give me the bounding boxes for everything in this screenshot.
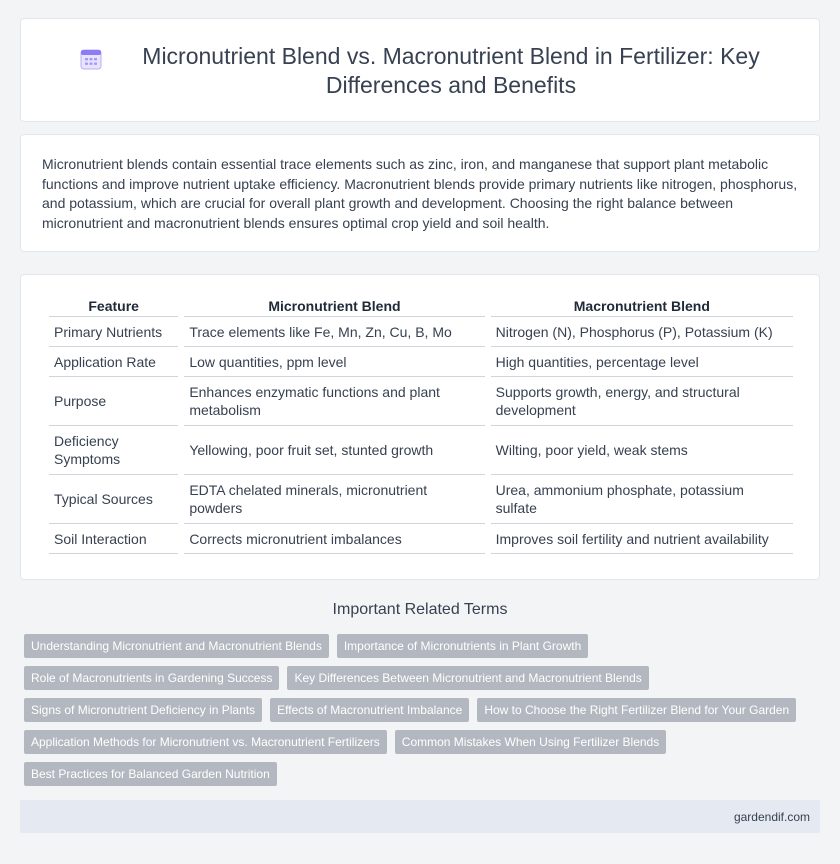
table-cell: Purpose — [49, 377, 178, 426]
table-cell: Primary Nutrients — [49, 317, 178, 347]
footer-site-link[interactable]: gardendif.com — [733, 809, 810, 824]
related-term-tag[interactable]: Role of Macronutrients in Gardening Success — [24, 666, 279, 690]
related-term-tag[interactable]: How to Choose the Right Fertilizer Blend for Your Garden — [477, 698, 796, 722]
table-cell: Yellowing, poor fruit set, stunted growth — [184, 426, 484, 475]
table-header-row — [49, 295, 793, 317]
table-row — [49, 524, 793, 554]
table-row — [49, 317, 793, 347]
table-cell: Enhances enzymatic functions and plant metabolism — [184, 377, 484, 426]
table-cell: Low quantities, ppm level — [184, 347, 484, 377]
related-term-tag[interactable]: Application Methods for Micronutrient vs. Macronutrient Fertilizers — [24, 730, 387, 754]
header-card — [20, 18, 820, 122]
footer — [20, 800, 820, 833]
page-title: Micronutrient Blend vs. Macronutrient Blend in Fertilizer: Key Differences and Benefits — [142, 43, 760, 98]
table-cell: Typical Sources — [49, 475, 178, 524]
related-term-tag[interactable]: Effects of Macronutrient Imbalance — [270, 698, 469, 722]
table-cell: Nitrogen (N), Phosphorus (P), Potassium (K) — [491, 317, 793, 347]
table-cell: Supports growth, energy, and structural development — [491, 377, 793, 426]
column-header-micronutrient: Micronutrient Blend — [184, 295, 484, 317]
table-row — [49, 347, 793, 377]
table-cell: Corrects micronutrient imbalances — [184, 524, 484, 554]
related-term-tag[interactable]: Best Practices for Balanced Garden Nutrition — [24, 762, 277, 786]
column-header-macronutrient: Macronutrient Blend — [491, 295, 793, 317]
table-cell: Improves soil fertility and nutrient availability — [491, 524, 793, 554]
column-header-feature: Feature — [49, 295, 178, 317]
table-row — [49, 426, 793, 475]
related-term-tag[interactable]: Understanding Micronutrient and Macronutrient Blends — [24, 634, 329, 658]
table-cell: EDTA chelated minerals, micronutrient powders — [184, 475, 484, 524]
related-terms-list — [24, 634, 820, 786]
related-term-tag[interactable]: Signs of Micronutrient Deficiency in Plants — [24, 698, 262, 722]
related-term-tag[interactable]: Importance of Micronutrients in Plant Growth — [337, 634, 588, 658]
table-cell: Deficiency Symptoms — [49, 426, 178, 475]
comparison-table — [43, 295, 799, 554]
comparison-card — [20, 274, 820, 580]
intro-paragraph: Micronutrient blends contain essential trace elements such as zinc, iron, and manganese that support plant metabolic functions and improve nutrient uptake efficiency. Macronutrient blends provide primary nutrients like nitrogen, phosphorus, and potassium, which are crucial for overall plant growth and development. Choosing the right balance between micronutrient and macronutrient blends ensures optimal crop yield and soil health. — [42, 156, 798, 231]
table-cell: Wilting, poor yield, weak stems — [491, 426, 793, 475]
table-cell: High quantities, percentage level — [491, 347, 793, 377]
table-row — [49, 377, 793, 426]
intro-card — [20, 134, 820, 252]
table-cell: Urea, ammonium phosphate, potassium sulfate — [491, 475, 793, 524]
related-term-tag[interactable]: Common Mistakes When Using Fertilizer Blends — [395, 730, 666, 754]
table-row — [49, 475, 793, 524]
table-cell: Trace elements like Fe, Mn, Zn, Cu, B, Mo — [184, 317, 484, 347]
table-cell: Soil Interaction — [49, 524, 178, 554]
related-term-tag[interactable]: Key Differences Between Micronutrient and Macronutrient Blends — [287, 666, 648, 690]
related-terms-heading: Important Related Terms — [332, 601, 508, 618]
table-cell: Application Rate — [49, 347, 178, 377]
